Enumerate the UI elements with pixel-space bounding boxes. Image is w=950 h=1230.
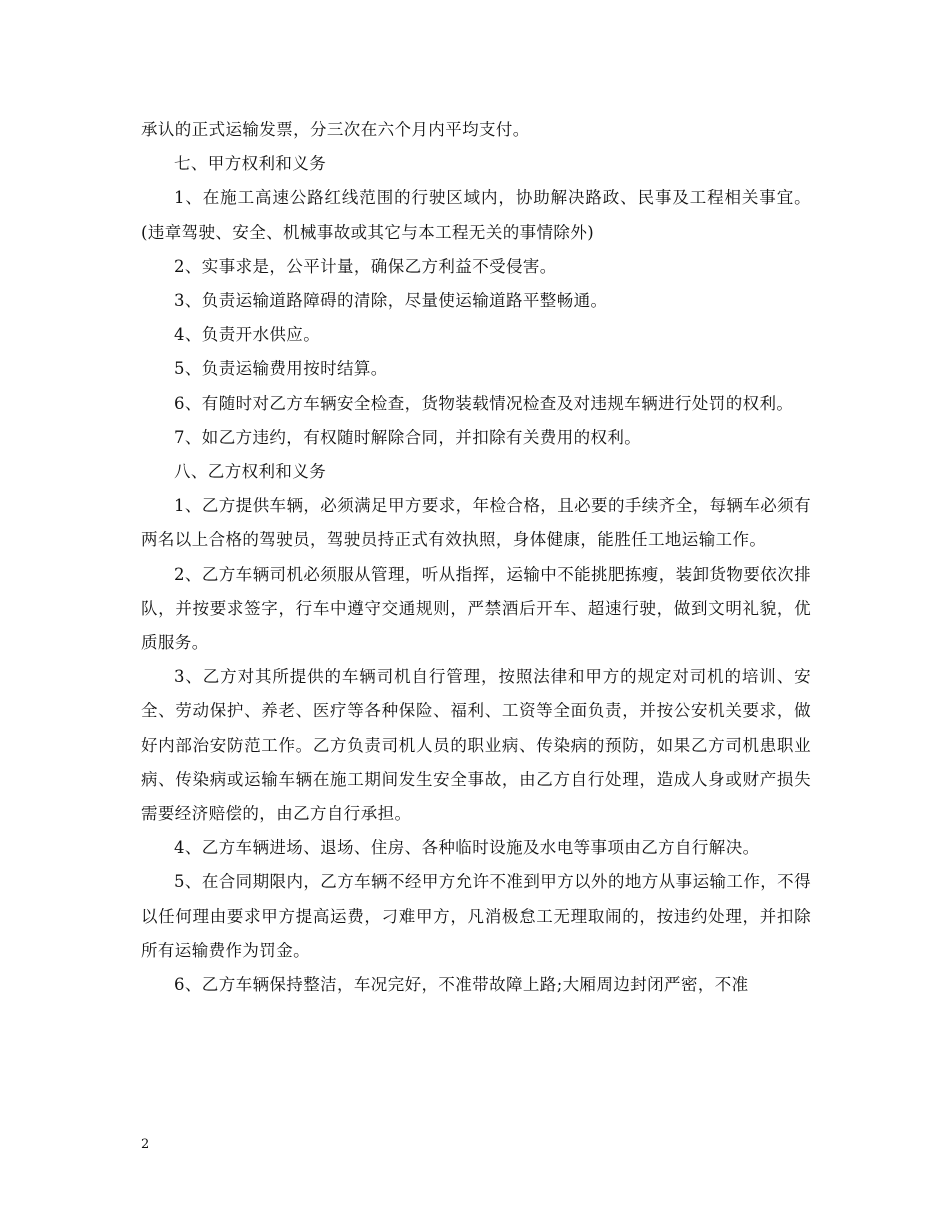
paragraph: 1、乙方提供车辆，必须满足甲方要求，年检合格，且必要的手续齐全，每辆车必须有两名以上合格的驾驶员，驾驶员持正式有效执照，身体健康，能胜任工地运输工作。 <box>141 496 811 550</box>
paragraph: 承认的正式运输发票，分三次在六个月内平均支付。 <box>141 120 530 139</box>
paragraph: 4、乙方车辆进场、退场、住房、各种临时设施及水电等事项由乙方自行解决。 <box>174 838 760 858</box>
paragraph: 3、负责运输道路障碍的清除，尽量使运输道路平整畅通。 <box>174 291 608 311</box>
page-number: 2 <box>141 1137 150 1152</box>
paragraph: 2、乙方车辆司机必须服从管理，听从指挥，运输中不能挑肥拣瘦，装卸货物要依次排队，并按要求签字，行车中遵守交通规则，严禁酒后开车、超速行驶，做到文明礼貌，优质服务。 <box>141 564 811 653</box>
paragraph: 5、在合同期限内，乙方车辆不经甲方允许不准到甲方以外的地方从事运输工作，不得以任何理由要求甲方提高运费，刁难甲方，凡消极怠工无理取闹的，按违约处理，并扣除所有运输费作为罚金。 <box>141 872 811 960</box>
paragraph: 1、在施工高速公路红线范围的行驶区域内，协助解决路政、民事及工程相关事宜。(违章驾驶、安全、机械事故或其它与本工程无关的事情除外) <box>141 188 811 242</box>
paragraph: 6、有随时对乙方车辆安全检查，货物装载情况检查及对违规车辆进行处罚的权利。 <box>174 393 794 413</box>
paragraph: 2、实事求是，公平计量，确保乙方利益不受侵害。 <box>174 256 557 276</box>
paragraph: 6、乙方车辆保持整洁，车况完好，不准带故障上路;大厢周边封闭严密，不准 <box>174 975 749 995</box>
section-heading: 八、乙方权利和义务 <box>174 462 327 482</box>
document-body <box>141 113 811 1002</box>
paragraph: 3、乙方对其所提供的车辆司机自行管理，按照法律和甲方的规定对司机的培训、安全、劳动保护、养老、医疗等各种保险、福利、工资等全面负责，并按公安机关要求，做好内部治安防范工作。乙方负责司机人员的职业病、传染病的预防，如果乙方司机患职业病、传染病或运输车辆在施工期间发生安全事故，由乙方自行处理，造成人身或财产损失需要经济赔偿的，由乙方自行承担。 <box>141 667 811 824</box>
paragraph: 5、负责运输费用按时结算。 <box>174 359 388 379</box>
paragraph: 7、如乙方违约，有权随时解除合同，并扣除有关费用的权利。 <box>174 427 642 447</box>
section-heading: 七、甲方权利和义务 <box>174 154 327 174</box>
paragraph: 4、负责开水供应。 <box>174 325 321 345</box>
